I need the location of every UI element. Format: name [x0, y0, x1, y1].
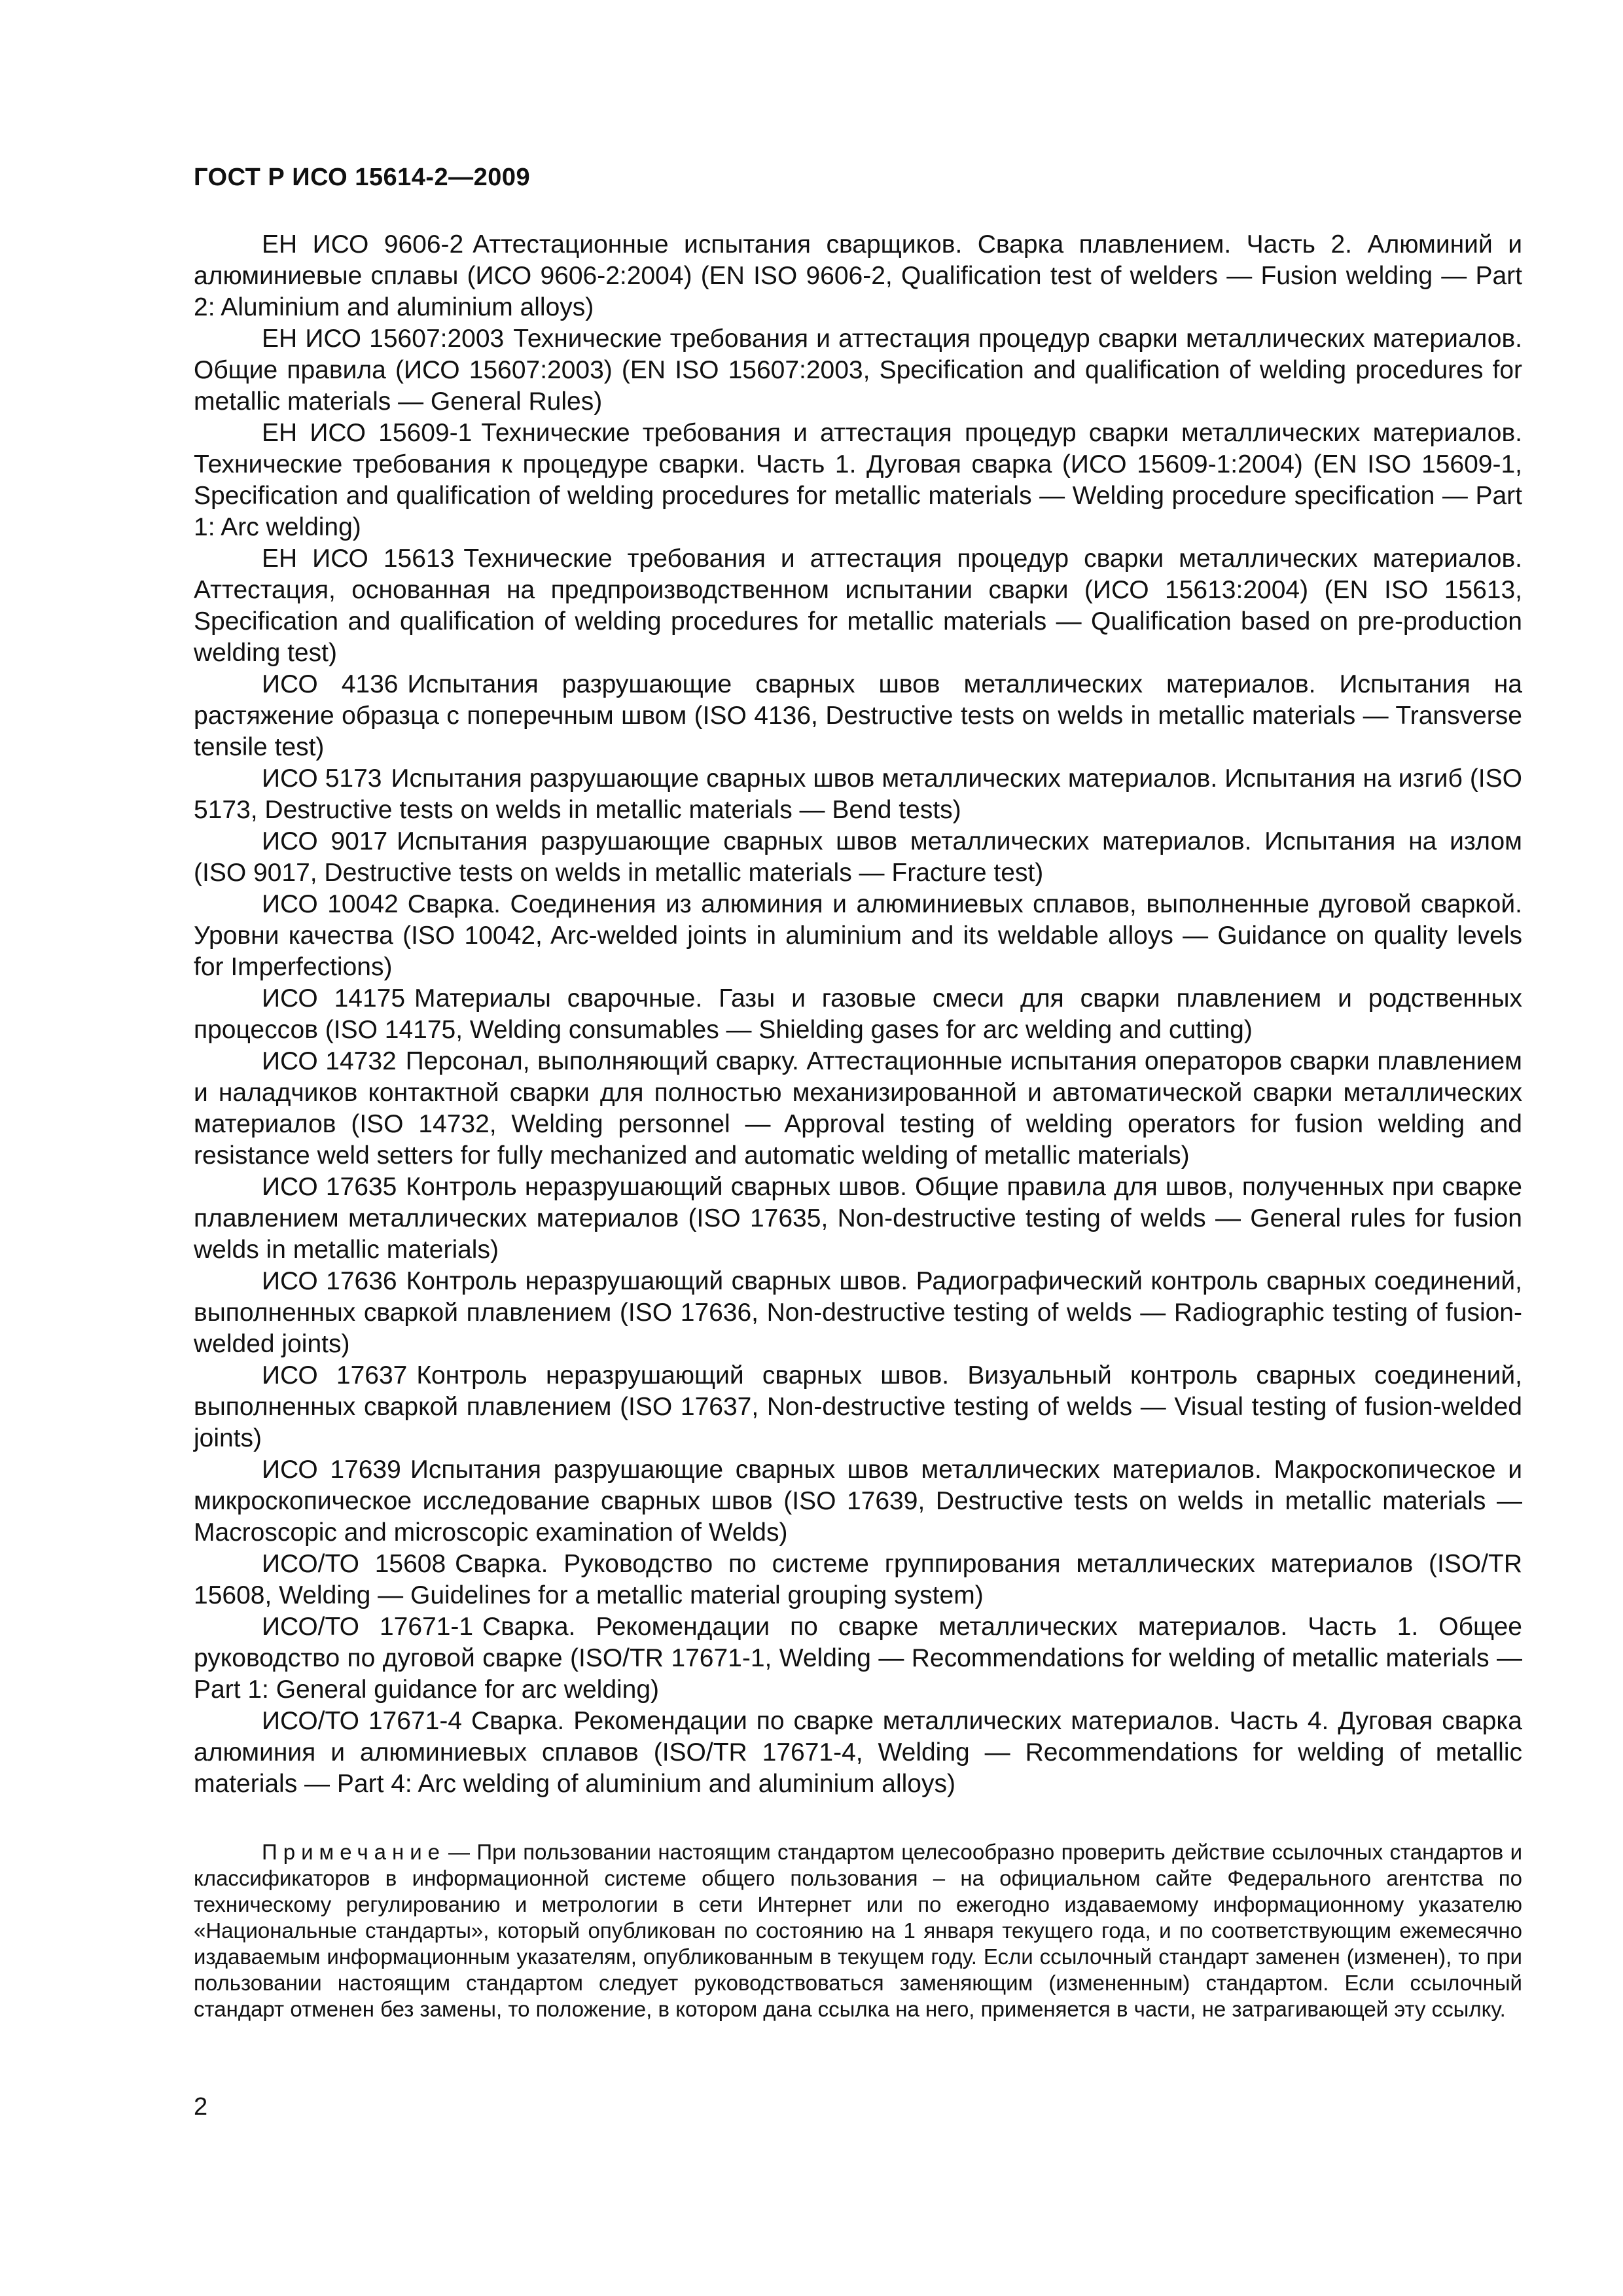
reference-code: ИСО/ТО 15608 — [262, 1550, 446, 1578]
reference-text: Контроль неразрушающий сварных швов. Визуальный контроль сварных соединений, выполненных сваркой плавлением (ISO 17637, Non-destructive testing of welds — Visual testing of fusion-welded joints) — [194, 1361, 1522, 1452]
reference-code: ИСО 9017 — [262, 827, 388, 855]
reference-text: Сварка. Соединения из алюминия и алюминиевых сплавов, выполненные дуговой сваркой. Уровни качества (ISO 10042, Arc-welded joints in aluminium and its weldable alloys — Guidance on quality levels for Imperfections) — [194, 890, 1522, 981]
reference-code: ЕН ИСО 15609-1 — [262, 419, 473, 447]
reference-text: Персонал, выполняющий сварку. Аттестационные испытания операторов сварки плавлением и наладчиков контактной сварки для полностью механизированной и автоматической сварки металлических материалов (ISO 14732, Welding personnel — Approval testing of welding operators for fusion welding and resistance weld setters for fully mechanized and automatic welding of metallic materials) — [194, 1047, 1522, 1170]
page-number: 2 — [194, 2093, 208, 2121]
note-paragraph — [194, 1839, 1522, 2022]
reference-text: Испытания разрушающие сварных швов металлических материалов. Испытания на растяжение образца с поперечным швом (ISO 4136, Destructive tests on welds in metallic materials — Transverse tensile test) — [194, 670, 1522, 761]
note-label: Примечание — [262, 1840, 446, 1864]
reference-code: ЕН ИСО 15607:2003 — [262, 325, 505, 353]
reference-text: Испытания разрушающие сварных швов металлических материалов. Макроскопическое и микроскопическое исследование сварных швов (ISO 17639, Destructive tests on welds in metallic materials — Macroscopic and microscopic examination of Welds) — [194, 1456, 1522, 1547]
reference-entry — [194, 826, 1522, 889]
reference-code: ЕН ИСО 15613 — [262, 545, 455, 573]
reference-code: ЕН ИСО 9606-2 — [262, 230, 464, 259]
reference-text: Материалы сварочные. Газы и газовые смеси для сварки плавлением и родственных процессов (ISO 14175, Welding consumables — Shielding gases for arc welding and cutting) — [194, 984, 1522, 1044]
reference-code: ИСО 17637 — [262, 1361, 408, 1390]
reference-entry — [194, 1611, 1522, 1706]
reference-text: Сварка. Руководство по системе группирования металлических материалов (ISO/TR 15608, Welding — Guidelines for a metallic material grouping system) — [194, 1550, 1522, 1609]
reference-text: Испытания разрушающие сварных швов металлических материалов. Испытания на излом (ISO 9017, Destructive tests on welds in metallic materials — Fracture test) — [194, 827, 1522, 887]
reference-code: ИСО 14175 — [262, 984, 406, 1013]
page-header-standard-code: ГОСТ Р ИСО 15614-2—2009 — [194, 164, 531, 191]
reference-entry — [194, 1046, 1522, 1172]
reference-entry — [194, 1172, 1522, 1266]
reference-text: Контроль неразрушающий сварных швов. Радиографический контроль сварных соединений, выполненных сваркой плавлением (ISO 17636, Non-destructive testing of welds — Radiographic testing of fusion-welded joints) — [194, 1267, 1522, 1358]
reference-code: ИСО 4136 — [262, 670, 399, 698]
reference-entry — [194, 1360, 1522, 1454]
reference-text: Сварка. Рекомендации по сварке металлических материалов. Часть 4. Дуговая сварка алюминия и алюминиевых сплавов (ISO/TR 17671-4, Welding — Recommendations for welding of metallic materials — Part 4: Arc welding of aluminium and aluminium alloys) — [194, 1707, 1522, 1798]
reference-code: ИСО 14732 — [262, 1047, 397, 1075]
reference-code: ИСО/ТО 17671-1 — [262, 1613, 474, 1641]
normative-references-list — [194, 229, 1522, 1800]
reference-entry — [194, 763, 1522, 826]
note-text: — При пользовании настоящим стандартом целесообразно проверить действие ссылочных стандартов и классификаторов в информационной системе общего пользования – на официальном сайте Федерального агентства по техническому регулированию и метрологии в сети Интернет или по ежегодно издаваемому информационному указателю «Национальные стандарты», который опубликован по состоянию на 1 января текущего года, и по соответствующим ежемесячно издаваемым информационным указателям, опубликованным в текущем году. Если ссылочный стандарт заменен (изменен), то при пользовании настоящим стандартом следует руководствоваться заменяющим (измененным) стандартом. Если ссылочный стандарт отменен без замены, то положение, в котором дана ссылка на него, применяется в части, не затрагивающей эту ссылку. — [194, 1840, 1522, 2021]
reference-entry — [194, 229, 1522, 323]
reference-text: Контроль неразрушающий сварных швов. Общие правила для швов, полученных при сварке плавлением металлических материалов (ISO 17635, Non-destructive testing of welds — General rules for fusion welds in metallic materials) — [194, 1173, 1522, 1264]
reference-text: Сварка. Рекомендации по сварке металлических материалов. Часть 1. Общее руководство по дуговой сварке (ISO/TR 17671-1, Welding — Recommendations for welding of metallic materials — Part 1: General guidance for arc welding) — [194, 1613, 1522, 1704]
reference-text: Технические требования и аттестация процедур сварки металлических материалов. Аттестация, основанная на предпроизводственном испытании сварки (ИСО 15613:2004) (EN ISO 15613, Specification and qualification of welding procedures for metallic materials — Qualification based on pre-production welding test) — [194, 545, 1522, 667]
reference-entry — [194, 323, 1522, 418]
reference-entry — [194, 889, 1522, 983]
reference-code: ИСО 17639 — [262, 1456, 401, 1484]
reference-code: ИСО 17635 — [262, 1173, 397, 1201]
reference-entry — [194, 1706, 1522, 1800]
reference-code: ИСО 10042 — [262, 890, 399, 918]
reference-text: Технические требования и аттестация процедур сварки металлических материалов. Общие правила (ИСО 15607:2003) (EN ISO 15607:2003, Specification and qualification of welding procedures for metallic materials — General Rules) — [194, 325, 1522, 416]
reference-entry — [194, 1549, 1522, 1611]
reference-code: ИСО/ТО 17671-4 — [262, 1707, 462, 1735]
reference-entry — [194, 543, 1522, 669]
reference-text: Испытания разрушающие сварных швов металлических материалов. Испытания на изгиб (ISO 5173, Destructive tests on welds in metallic materials — Bend tests) — [194, 764, 1522, 824]
reference-entry — [194, 669, 1522, 763]
reference-entry — [194, 418, 1522, 543]
reference-text: Аттестационные испытания сварщиков. Сварка плавлением. Часть 2. Алюминий и алюминиевые сплавы (ИСО 9606-2:2004) (EN ISO 9606-2, Qualification test of welders — Fusion welding — Part 2: Aluminium and aluminium alloys) — [194, 230, 1522, 321]
reference-entry — [194, 1454, 1522, 1549]
reference-code: ИСО 5173 — [262, 764, 382, 793]
reference-entry — [194, 1266, 1522, 1360]
reference-entry — [194, 983, 1522, 1046]
reference-code: ИСО 17636 — [262, 1267, 397, 1295]
reference-text: Технические требования и аттестация процедур сварки металлических материалов. Технические требования к процедуре сварки. Часть 1. Дуговая сварка (ИСО 15609-1:2004) (EN ISO 15609-1, Specification and qualification of welding procedures for metallic materials — Welding procedure specification — Part 1: Arc welding) — [194, 419, 1522, 541]
